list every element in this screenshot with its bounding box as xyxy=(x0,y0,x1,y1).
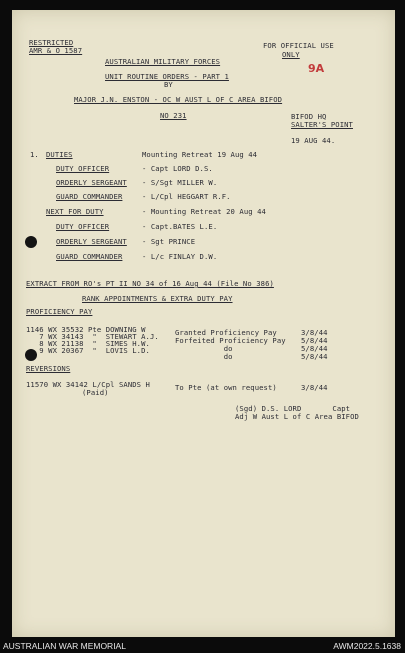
orders-title: UNIT ROUTINE ORDERS - PART 1 xyxy=(105,72,229,81)
proficiency-action: Granted Proficiency Pay xyxy=(175,328,277,337)
duty-value: - Capt.BATES L.E. xyxy=(142,222,218,231)
official-use-line1: FOR OFFICIAL USE xyxy=(263,41,334,50)
duty-value: - L/Cpl HEGGART R.F. xyxy=(142,192,231,201)
amr-reference: AMR & O 1587 xyxy=(29,46,83,55)
proficiency-action: Forfeited Proficiency Pay xyxy=(175,336,286,345)
duty-label: GUARD COMMANDER xyxy=(56,192,123,201)
duty-value: - Capt LORD D.S. xyxy=(142,164,213,173)
proficiency-row: 8 WX 21138 " SIMES H.W. xyxy=(26,339,150,348)
duty-label: GUARD COMMANDER xyxy=(56,252,123,261)
officer-line: MAJOR J.N. ENSTON - OC W AUST L OF C AREA BIFOD xyxy=(74,95,283,104)
reversions-heading: REVERSIONS xyxy=(26,364,71,373)
classification: RESTRICTED xyxy=(29,38,74,47)
extract-line: EXTRACT FROM RO's PT II NO 34 of 16 Aug 44 (File No 386) xyxy=(26,279,274,288)
duty-value: - S/Sgt MILLER W. xyxy=(142,178,218,187)
proficiency-row: 1146 WX 35532 Pte DOWNING W xyxy=(26,325,146,334)
signature-line1: (Sgd) D.S. LORD Capt xyxy=(235,404,351,413)
order-date: 19 AUG 44. xyxy=(291,136,336,145)
duty-value: - L/c FINLAY D.W. xyxy=(142,252,218,261)
proficiency-date: 3/8/44 xyxy=(301,328,328,337)
duty-label: ORDERLY SERGEANT xyxy=(56,237,127,246)
reversion-action: To Pte (at own request) xyxy=(175,383,277,392)
handwritten-mark: 9A xyxy=(308,62,325,75)
duty-label: ORDERLY SERGEANT xyxy=(56,178,127,187)
duties-heading: DUTIES xyxy=(46,150,73,159)
orders-by: BY xyxy=(164,80,173,89)
signature-line2: Adj W Aust L of C Area BIFOD xyxy=(235,412,359,421)
order-number: NO 231 xyxy=(160,111,187,120)
duty-value: Mounting Retreat 19 Aug 44 xyxy=(142,150,258,159)
duty-label: DUTY OFFICER xyxy=(56,222,110,231)
document-page xyxy=(12,10,395,637)
proficiency-date: 5/8/44 xyxy=(301,352,328,361)
proficiency-row: 7 WX 34143 " STEWART A.J. xyxy=(26,332,159,341)
duty-label: DUTY OFFICER xyxy=(56,164,110,173)
duty-value: - Sgt PRINCE xyxy=(142,237,196,246)
proficiency-row: 9 WX 20367 " LOVIS L.D. xyxy=(26,346,150,355)
reversion-date: 3/8/44 xyxy=(301,383,328,392)
org-heading: AUSTRALIAN MILITARY FORCES xyxy=(105,57,221,66)
punch-hole xyxy=(25,236,37,248)
reversion-line2: (Paid) xyxy=(82,388,109,397)
duties-number: 1. xyxy=(30,150,39,159)
proficiency-action: do xyxy=(175,352,233,361)
proficiency-date: 5/8/44 xyxy=(301,344,328,353)
duty-label: NEXT FOR DUTY xyxy=(46,207,104,216)
footer-institution: AUSTRALIAN WAR MEMORIAL xyxy=(3,641,126,651)
duty-value: - Mounting Retreat 20 Aug 44 xyxy=(142,207,266,216)
footer-accession: AWM2022.5.1638 xyxy=(333,641,401,651)
footer-bar xyxy=(0,637,405,653)
extract-subheading: RANK APPOINTMENTS & EXTRA DUTY PAY xyxy=(82,294,233,303)
proficiency-date: 5/8/44 xyxy=(301,336,328,345)
proficiency-heading: PROFICIENCY PAY xyxy=(26,307,93,316)
reversion-line1: 11570 WX 34142 L/Cpl SANDS H xyxy=(26,380,150,389)
location-line1: BIFOD HQ xyxy=(291,112,327,121)
official-use-line2: ONLY xyxy=(282,50,300,59)
proficiency-action: do xyxy=(175,344,233,353)
location-line2: SALTER'S POINT xyxy=(291,120,353,129)
